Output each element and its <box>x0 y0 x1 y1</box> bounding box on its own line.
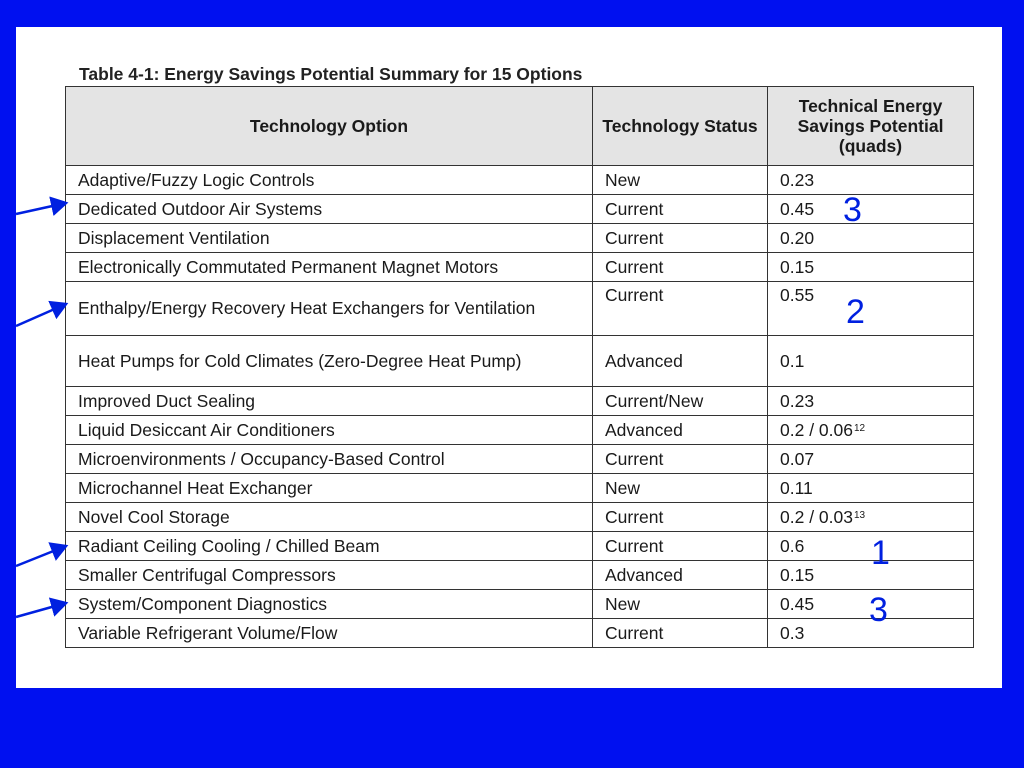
cell-savings: 0.45 <box>768 195 974 224</box>
cell-status: Advanced <box>593 416 768 445</box>
arrow-icon <box>16 546 66 566</box>
cell-option: Microchannel Heat Exchanger <box>66 474 593 503</box>
rank-annotation: 3 <box>869 591 888 629</box>
cell-option: Adaptive/Fuzzy Logic Controls <box>66 166 593 195</box>
savings-value: 0.2 / 0.03 <box>780 506 853 527</box>
rank-annotation: 2 <box>846 293 865 331</box>
cell-option: Improved Duct Sealing <box>66 387 593 416</box>
cell-status: Current <box>593 445 768 474</box>
cell-savings: 0.20 <box>768 224 974 253</box>
rank-annotation: 1 <box>871 534 890 572</box>
cell-option: Liquid Desiccant Air Conditioners <box>66 416 593 445</box>
footnote-marker: 13 <box>853 509 866 521</box>
cell-option: System/Component Diagnostics <box>66 590 593 619</box>
cell-savings: 0.23 <box>768 387 974 416</box>
cell-status: New <box>593 590 768 619</box>
cell-status: Current <box>593 224 768 253</box>
cell-savings: 0.07 <box>768 445 974 474</box>
arrow-icon <box>16 603 66 617</box>
cell-savings: 0.15 <box>768 253 974 282</box>
savings-value: 0.2 / 0.06 <box>780 419 853 440</box>
cell-option: Novel Cool Storage <box>66 503 593 532</box>
cell-status: New <box>593 166 768 195</box>
arrow-icon <box>16 203 66 214</box>
cell-status: Current/New <box>593 387 768 416</box>
table-caption: Table 4-1: Energy Savings Potential Summary for 15 Options <box>79 64 583 84</box>
cell-option: Smaller Centrifugal Compressors <box>66 561 593 590</box>
cell-status: Current <box>593 282 768 336</box>
arrow-icon <box>16 304 66 326</box>
cell-status: New <box>593 474 768 503</box>
cell-savings: 0.15 <box>768 561 974 590</box>
cell-savings: 0.45 <box>768 590 974 619</box>
footnote-marker: 12 <box>853 422 866 434</box>
cell-status: Current <box>593 532 768 561</box>
cell-option: Variable Refrigerant Volume/Flow <box>66 619 593 648</box>
cell-savings: 0.1 <box>768 336 974 387</box>
cell-option: Displacement Ventilation <box>66 224 593 253</box>
cell-savings: 0.23 <box>768 166 974 195</box>
header-savings-potential: Technical Energy Savings Potential (quads) <box>768 87 974 166</box>
cell-status: Advanced <box>593 561 768 590</box>
header-technology-option: Technology Option <box>66 87 593 166</box>
cell-option: Enthalpy/Energy Recovery Heat Exchangers for Ventilation <box>66 282 593 336</box>
cell-status: Current <box>593 253 768 282</box>
cell-savings: 0.11 <box>768 474 974 503</box>
cell-savings: 0.55 <box>768 282 974 336</box>
cell-status: Current <box>593 619 768 648</box>
cell-savings: 0.6 <box>768 532 974 561</box>
cell-option: Radiant Ceiling Cooling / Chilled Beam <box>66 532 593 561</box>
cell-option: Dedicated Outdoor Air Systems <box>66 195 593 224</box>
cell-status: Current <box>593 195 768 224</box>
cell-option: Electronically Commutated Permanent Magnet Motors <box>66 253 593 282</box>
cell-status: Current <box>593 503 768 532</box>
cell-option: Heat Pumps for Cold Climates (Zero-Degree Heat Pump) <box>66 336 593 387</box>
header-technology-status: Technology Status <box>593 87 768 166</box>
cell-status: Advanced <box>593 336 768 387</box>
cell-savings: 0.3 <box>768 619 974 648</box>
cell-option: Microenvironments / Occupancy-Based Control <box>66 445 593 474</box>
rank-annotation: 3 <box>843 191 862 229</box>
